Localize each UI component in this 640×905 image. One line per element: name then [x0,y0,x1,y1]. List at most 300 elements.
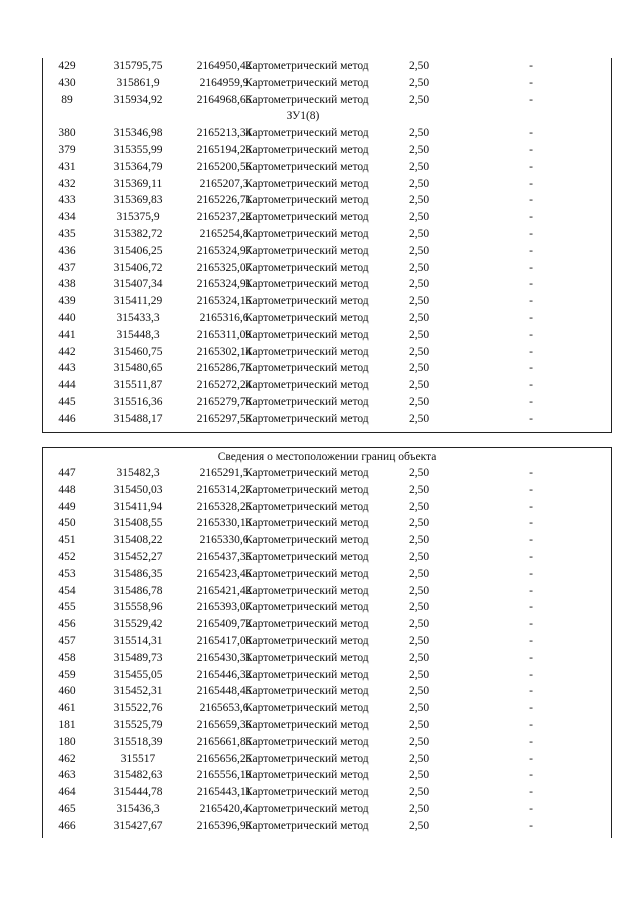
point-number-cell: 453 [58,567,76,580]
table-row [43,58,611,75]
table-row [43,751,611,768]
table-row [43,377,611,394]
y-coordinate-cell: 2165272,24 [196,379,252,392]
point-number-cell: 464 [58,786,76,799]
method-cell: Картометрический метод [245,278,369,291]
table-row [43,310,611,327]
point-number-cell: 431 [58,160,76,173]
x-coordinate-cell: 315406,72 [113,261,163,274]
y-coordinate-cell: 2165213,34 [196,127,252,140]
table-row [43,209,611,226]
method-cell: Картометрический метод [245,127,369,140]
accuracy-cell: 2,50 [408,735,430,748]
point-number-cell: 439 [58,295,76,308]
note-cell: - [529,735,533,748]
note-cell: - [529,395,533,408]
table-row [43,818,611,835]
y-coordinate-cell: 2165448,45 [196,685,252,698]
method-cell: Картометрический метод [245,412,369,425]
y-coordinate-cell: 2165396,93 [196,819,252,832]
table-row [43,767,611,784]
note-cell: - [529,177,533,190]
method-cell: Картометрический метод [245,819,369,832]
table-row [43,226,611,243]
method-cell: Картометрический метод [245,735,369,748]
accuracy-cell: 2,50 [408,76,430,89]
y-coordinate-cell: 2165656,25 [196,752,252,765]
y-coordinate-cell: 2165409,72 [196,618,252,631]
x-coordinate-cell: 315517 [120,752,156,765]
table-row [43,92,611,109]
table-row [43,260,611,277]
method-cell: Картометрический метод [245,752,369,765]
point-number-cell: 452 [58,550,76,563]
table-row [43,515,611,532]
x-coordinate-cell: 315558,96 [113,601,163,614]
method-cell: Картометрический метод [245,567,369,580]
table-row [43,394,611,411]
accuracy-cell: 2,50 [408,395,430,408]
point-number-cell: 455 [58,601,76,614]
table-row [43,482,611,499]
accuracy-cell: 2,50 [408,601,430,614]
y-coordinate-cell: 2165653,6 [199,702,249,715]
note-cell: - [529,160,533,173]
y-coordinate-cell: 2165661,85 [196,735,252,748]
accuracy-cell: 2,50 [408,194,430,207]
accuracy-cell: 2,50 [408,211,430,224]
section-zu-heading: ЗУ1(8) [286,110,320,123]
x-coordinate-cell: 315444,78 [113,786,163,799]
y-coordinate-cell: 2165324,91 [196,278,252,291]
y-coordinate-cell: 2164959,9 [199,76,249,89]
point-number-cell: 438 [58,278,76,291]
table-row [43,293,611,310]
x-coordinate-cell: 315795,75 [113,60,163,72]
y-coordinate-cell: 2165325,07 [196,261,252,274]
y-coordinate-cell: 2165443,11 [196,786,252,799]
coordinates-table-continued [42,58,612,433]
accuracy-cell: 2,50 [408,685,430,698]
table-row [43,566,611,583]
method-cell: Картометрический метод [245,295,369,308]
point-number-cell: 181 [58,718,76,731]
table-row [43,700,611,717]
accuracy-cell: 2,50 [408,584,430,597]
y-coordinate-cell: 2164950,42 [196,60,252,72]
table-row [43,633,611,650]
accuracy-cell: 2,50 [408,362,430,375]
point-number-cell: 457 [58,634,76,647]
x-coordinate-cell: 315482,63 [113,769,163,782]
accuracy-cell: 2,50 [408,819,430,832]
y-coordinate-cell: 2165200,56 [196,160,252,173]
method-cell: Картометрический метод [245,345,369,358]
method-cell: Картометрический метод [245,685,369,698]
table-row [43,784,611,801]
accuracy-cell: 2,50 [408,345,430,358]
note-cell: - [529,362,533,375]
y-coordinate-cell: 2165207,3 [199,177,249,190]
table-row [43,583,611,600]
method-cell: Картометрический метод [245,467,369,479]
note-cell: - [529,379,533,392]
note-cell: - [529,127,533,140]
point-number-cell: 444 [58,379,76,392]
point-number-cell: 459 [58,668,76,681]
note-cell: - [529,345,533,358]
note-cell: - [529,143,533,156]
note-cell: - [529,517,533,530]
note-cell: - [529,534,533,547]
accuracy-cell: 2,50 [408,550,430,563]
point-number-cell: 458 [58,651,76,664]
table-row [43,683,611,700]
accuracy-cell: 2,50 [408,143,430,156]
accuracy-cell: 2,50 [408,295,430,308]
y-coordinate-cell: 2165316,6 [199,311,249,324]
method-cell: Картометрический метод [245,651,369,664]
note-cell: - [529,769,533,782]
note-cell: - [529,483,533,496]
note-cell: - [529,819,533,832]
method-cell: Картометрический метод [245,60,369,72]
method-cell: Картометрический метод [245,143,369,156]
point-number-cell: 379 [58,143,76,156]
table-row [43,159,611,176]
accuracy-cell: 2,50 [408,467,430,479]
x-coordinate-cell: 315486,78 [113,584,163,597]
method-cell: Картометрический метод [245,395,369,408]
method-cell: Картометрический метод [245,177,369,190]
table-row [43,532,611,549]
accuracy-cell: 2,50 [408,500,430,513]
point-number-cell: 463 [58,769,76,782]
accuracy-cell: 2,50 [408,127,430,140]
note-cell: - [529,618,533,631]
x-coordinate-cell: 315408,55 [113,517,163,530]
table-row [43,667,611,684]
rows-group-a [43,58,611,108]
method-cell: Картометрический метод [245,718,369,731]
accuracy-cell: 2,50 [408,328,430,341]
x-coordinate-cell: 315514,31 [113,634,163,647]
x-coordinate-cell: 315489,73 [113,651,163,664]
y-coordinate-cell: 2165659,36 [196,718,252,731]
point-number-cell: 380 [58,127,76,140]
x-coordinate-cell: 315482,3 [116,467,160,479]
x-coordinate-cell: 315364,79 [113,160,163,173]
point-number-cell: 89 [61,93,73,106]
note-cell: - [529,227,533,240]
x-coordinate-cell: 315411,29 [113,295,163,308]
point-number-cell: 466 [58,819,76,832]
table-row [43,801,611,818]
x-coordinate-cell: 315436,3 [116,802,160,815]
table-row [43,360,611,377]
method-cell: Картометрический метод [245,769,369,782]
y-coordinate-cell: 2165421,42 [196,584,252,597]
x-coordinate-cell: 315433,3 [116,311,160,324]
note-cell: - [529,786,533,799]
note-cell: - [529,702,533,715]
y-coordinate-cell: 2165279,78 [196,395,252,408]
y-coordinate-cell: 2165324,97 [196,244,252,257]
point-number-cell: 445 [58,395,76,408]
point-number-cell: 436 [58,244,76,257]
accuracy-cell: 2,50 [408,517,430,530]
table-row [43,717,611,734]
method-cell: Картометрический метод [245,802,369,815]
x-coordinate-cell: 315861,9 [116,76,160,89]
accuracy-cell: 2,50 [408,160,430,173]
point-number-cell: 450 [58,517,76,530]
y-coordinate-cell: 2165324,15 [196,295,252,308]
accuracy-cell: 2,50 [408,668,430,681]
point-number-cell: 437 [58,261,76,274]
accuracy-cell: 2,50 [408,718,430,731]
accuracy-cell: 2,50 [408,786,430,799]
method-cell: Картометрический метод [245,702,369,715]
point-number-cell: 456 [58,618,76,631]
note-cell: - [529,60,533,72]
coordinates-table-object-boundaries [42,447,612,838]
x-coordinate-cell: 315346,98 [113,127,163,140]
point-number-cell: 434 [58,211,76,224]
x-coordinate-cell: 315407,34 [113,278,163,291]
point-number-cell: 448 [58,483,76,496]
note-cell: - [529,685,533,698]
note-cell: - [529,601,533,614]
accuracy-cell: 2,50 [408,261,430,274]
table-row [43,176,611,193]
y-coordinate-cell: 2165393,07 [196,601,252,614]
x-coordinate-cell: 315355,99 [113,143,163,156]
x-coordinate-cell: 315529,42 [113,618,163,631]
y-coordinate-cell: 2165328,25 [196,500,252,513]
accuracy-cell: 2,50 [408,311,430,324]
accuracy-cell: 2,50 [408,379,430,392]
note-cell: - [529,634,533,647]
x-coordinate-cell: 315511,87 [113,379,163,392]
note-cell: - [529,467,533,479]
table-row [43,465,611,482]
accuracy-cell: 2,50 [408,177,430,190]
x-coordinate-cell: 315448,3 [116,328,160,341]
note-cell: - [529,584,533,597]
note-cell: - [529,211,533,224]
y-coordinate-cell: 2164968,65 [196,93,252,106]
y-coordinate-cell: 2165330,6 [199,534,249,547]
table-row [43,616,611,633]
note-cell: - [529,311,533,324]
method-cell: Картометрический метод [245,362,369,375]
method-cell: Картометрический метод [245,517,369,530]
y-coordinate-cell: 2165556,19 [196,769,252,782]
method-cell: Картометрический метод [245,550,369,563]
table-row [43,599,611,616]
table-row [43,411,611,428]
note-cell: - [529,328,533,341]
note-cell: - [529,295,533,308]
note-cell: - [529,194,533,207]
table-row [43,650,611,667]
method-cell: Картометрический метод [245,194,369,207]
x-coordinate-cell: 315455,05 [113,668,163,681]
point-number-cell: 440 [58,311,76,324]
x-coordinate-cell: 315427,67 [113,819,163,832]
point-number-cell: 442 [58,345,76,358]
table-row [43,125,611,142]
x-coordinate-cell: 315518,39 [113,735,163,748]
table-row [43,192,611,209]
x-coordinate-cell: 315411,94 [113,500,163,513]
y-coordinate-cell: 2165226,71 [196,194,252,207]
y-coordinate-cell: 2165420,4 [199,802,249,815]
point-number-cell: 435 [58,227,76,240]
note-cell: - [529,651,533,664]
table-row [43,142,611,159]
note-cell: - [529,550,533,563]
x-coordinate-cell: 315452,27 [113,550,163,563]
note-cell: - [529,500,533,513]
method-cell: Картометрический метод [245,534,369,547]
method-cell: Картометрический метод [245,634,369,647]
accuracy-cell: 2,50 [408,534,430,547]
y-coordinate-cell: 2165254,8 [199,227,249,240]
method-cell: Картометрический метод [245,601,369,614]
y-coordinate-cell: 2165291,5 [199,467,249,479]
accuracy-cell: 2,50 [408,93,430,106]
accuracy-cell: 2,50 [408,769,430,782]
point-number-cell: 460 [58,685,76,698]
x-coordinate-cell: 315525,79 [113,718,163,731]
y-coordinate-cell: 2165314,27 [196,483,252,496]
point-number-cell: 454 [58,584,76,597]
y-coordinate-cell: 2165311,09 [196,328,252,341]
accuracy-cell: 2,50 [408,634,430,647]
y-coordinate-cell: 2165417,08 [196,634,252,647]
y-coordinate-cell: 2165302,14 [196,345,252,358]
accuracy-cell: 2,50 [408,702,430,715]
x-coordinate-cell: 315934,92 [113,93,163,106]
point-number-cell: 451 [58,534,76,547]
point-number-cell: 430 [58,76,76,89]
method-cell: Картометрический метод [245,93,369,106]
x-coordinate-cell: 315406,25 [113,244,163,257]
note-cell: - [529,718,533,731]
method-cell: Картометрический метод [245,244,369,257]
table-row [43,276,611,293]
method-cell: Картометрический метод [245,160,369,173]
point-number-cell: 449 [58,500,76,513]
accuracy-cell: 2,50 [408,278,430,291]
table-row [43,734,611,751]
x-coordinate-cell: 315369,11 [113,177,163,190]
point-number-cell: 462 [58,752,76,765]
point-number-cell: 429 [58,60,76,72]
x-coordinate-cell: 315460,75 [113,345,163,358]
table-row [43,243,611,260]
note-cell: - [529,76,533,89]
point-number-cell: 433 [58,194,76,207]
note-cell: - [529,752,533,765]
x-coordinate-cell: 315375,9 [116,211,160,224]
y-coordinate-cell: 2165237,22 [196,211,252,224]
method-cell: Картометрический метод [245,668,369,681]
note-cell: - [529,244,533,257]
method-cell: Картометрический метод [245,211,369,224]
x-coordinate-cell: 315452,31 [113,685,163,698]
method-cell: Картометрический метод [245,618,369,631]
note-cell: - [529,412,533,425]
point-number-cell: 432 [58,177,76,190]
point-number-cell: 180 [58,735,76,748]
y-coordinate-cell: 2165430,31 [196,651,252,664]
note-cell: - [529,278,533,291]
point-number-cell: 446 [58,412,76,425]
note-cell: - [529,93,533,106]
point-number-cell: 447 [58,467,76,479]
accuracy-cell: 2,50 [408,60,430,72]
table-row [43,344,611,361]
accuracy-cell: 2,50 [408,483,430,496]
point-number-cell: 441 [58,328,76,341]
x-coordinate-cell: 315488,17 [113,412,163,425]
method-cell: Картометрический метод [245,379,369,392]
x-coordinate-cell: 315408,22 [113,534,163,547]
accuracy-cell: 2,50 [408,752,430,765]
point-number-cell: 465 [58,802,76,815]
accuracy-cell: 2,50 [408,412,430,425]
accuracy-cell: 2,50 [408,244,430,257]
method-cell: Картометрический метод [245,786,369,799]
x-coordinate-cell: 315382,72 [113,227,163,240]
x-coordinate-cell: 315480,65 [113,362,163,375]
table-row [43,75,611,92]
accuracy-cell: 2,50 [408,651,430,664]
method-cell: Картометрический метод [245,328,369,341]
table-title: Сведения о местоположении границ объекта [217,451,437,463]
method-cell: Картометрический метод [245,76,369,89]
x-coordinate-cell: 315450,03 [113,483,163,496]
method-cell: Картометрический метод [245,584,369,597]
note-cell: - [529,668,533,681]
y-coordinate-cell: 2165446,32 [196,668,252,681]
method-cell: Картометрический метод [245,311,369,324]
table-row [43,549,611,566]
x-coordinate-cell: 315522,76 [113,702,163,715]
point-number-cell: 461 [58,702,76,715]
y-coordinate-cell: 2165297,53 [196,412,252,425]
y-coordinate-cell: 2165330,13 [196,517,252,530]
method-cell: Картометрический метод [245,227,369,240]
point-number-cell: 443 [58,362,76,375]
method-cell: Картометрический метод [245,500,369,513]
x-coordinate-cell: 315516,36 [113,395,163,408]
x-coordinate-cell: 315369,83 [113,194,163,207]
accuracy-cell: 2,50 [408,802,430,815]
note-cell: - [529,567,533,580]
note-cell: - [529,261,533,274]
y-coordinate-cell: 2165437,35 [196,550,252,563]
method-cell: Картометрический метод [245,261,369,274]
accuracy-cell: 2,50 [408,567,430,580]
table-row [43,327,611,344]
table-row [43,499,611,516]
rows-group-b [43,125,611,427]
accuracy-cell: 2,50 [408,618,430,631]
